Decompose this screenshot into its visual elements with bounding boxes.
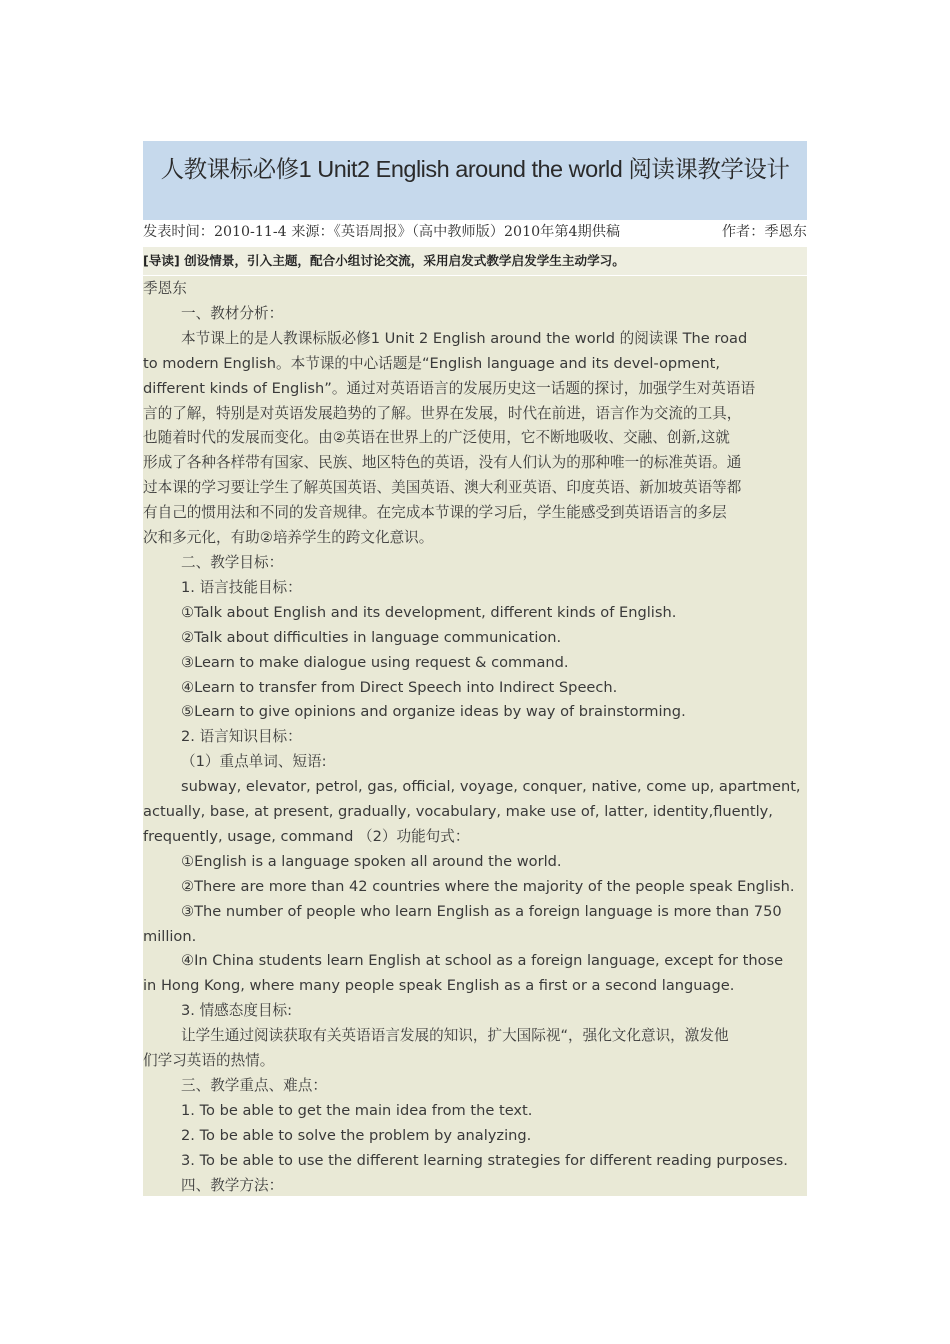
paragraph-line: to modern English。本节课的中心话题是“English language and its devel-opment, [143, 354, 720, 372]
section-2-heading: 二、教学目标： [181, 553, 284, 571]
skill-item: ④Learn to transfer from Direct Speech into Indirect Speech. [181, 678, 618, 696]
skill-item: ⑤Learn to give opinions and organize ideas by way of brainstorming. [181, 703, 686, 721]
vocab-line: actually, base, at present, gradually, vocabulary, make use of, latter, identity,fluently, [143, 803, 773, 821]
article-body [143, 276, 807, 1196]
function-sentence: ④In China students learn English at school as a foreign language, except for those [181, 952, 784, 970]
article-title-box [143, 141, 807, 220]
paragraph-line: 让学生通过阅读获取有关英语语言发展的知识，扩大国际视“，强化文化意识，激发他 [181, 1027, 729, 1045]
vocab-line: subway, elevator, petrol, gas, official, voyage, conquer, native, come up, apartment, [181, 778, 801, 796]
paragraph-line: 们学习英语的热情。 [143, 1052, 275, 1070]
meta-author: 作者：季恩东 [721, 224, 807, 240]
function-sentence: ③The number of people who learn English as a foreign language is more than 750 [181, 902, 782, 920]
skill-item: ③Learn to make dialogue using request & command. [181, 653, 569, 671]
section-4-heading: 四、教学方法： [181, 1176, 284, 1194]
paragraph-line: 本节课上的是人教课标版必修1 Unit 2 English around the world 的阅读课 The road [181, 329, 748, 347]
paragraph-line: 形成了各种各样带有国家、民族、地区特色的英语，没有人们认为的那种唯一的标准英语。通 [143, 454, 742, 472]
paragraph-line: 也随着时代的发展而变化。由②英语在世界上的广泛使用，它不断地吸收、交融、创新,这就 [143, 429, 730, 447]
skill-item: ①Talk about English and its development, different kinds of English. [181, 603, 677, 621]
article-title: 人教课标必修1 Unit2 English around the world 阅读课教学设计 [160, 156, 790, 182]
key-point: 2. To be able to solve the problem by analyzing. [181, 1126, 532, 1144]
article-lead: [导读] 创设情景，引入主题，配合小组讨论交流，采用启发式教学启发学生主动学习。 [143, 247, 807, 275]
paragraph-line: different kinds of English”。通过对英语语言的发展历史这一话题的探讨，加强学生对英语语 [143, 379, 756, 397]
body-author: 季恩东 [143, 280, 187, 297]
function-sentence: ②There are more than 42 countries where the majority of the people speak English. [181, 877, 795, 895]
paragraph-line: 过本课的学习要让学生了解英国英语、美国英语、澳大利亚英语、印度英语、新加坡英语等都 [143, 479, 742, 497]
paragraph-line: 有自己的惯用法和不同的发音规律。在完成本节课的学习后，学生能感受到英语语言的多层 [143, 504, 727, 522]
vocab-heading: （1）重点单词、短语: [181, 753, 327, 771]
function-sentence: ①English is a language spoken all around the world. [181, 852, 562, 870]
skill-item: ②Talk about difficulties in language communication. [181, 628, 562, 646]
vocab-line: frequently, usage, command （2）功能句式： [143, 827, 470, 845]
article-meta [143, 220, 807, 245]
subsection-heading: 1. 语言技能目标： [181, 578, 302, 596]
function-sentence: in Hong Kong, where many people speak English as a first or a second language. [143, 977, 735, 995]
publish-info: 发表时间：2010-11-4 来源：《英语周报》（高中教师版）2010年第4期供稿 [143, 224, 621, 240]
section-3-heading: 三、教学重点、难点： [181, 1077, 327, 1094]
subsection-heading: 2. 语言知识目标： [181, 728, 302, 746]
paragraph-line: 次和多元化，有助②培养学生的跨文化意识。 [143, 529, 434, 547]
function-sentence: million. [143, 927, 197, 945]
section-1-heading: 一、教材分析： [181, 304, 284, 322]
key-point: 1. To be able to get the main idea from the text. [181, 1101, 533, 1119]
key-point: 3. To be able to use the different learning strategies for different reading purposes. [181, 1151, 788, 1169]
subsection-heading: 3. 情感态度目标: [181, 1002, 293, 1020]
paragraph-line: 言的了解，特别是对英语发展趋势的了解。世界在发展，时代在前进，语言作为交流的工具， [143, 404, 742, 422]
